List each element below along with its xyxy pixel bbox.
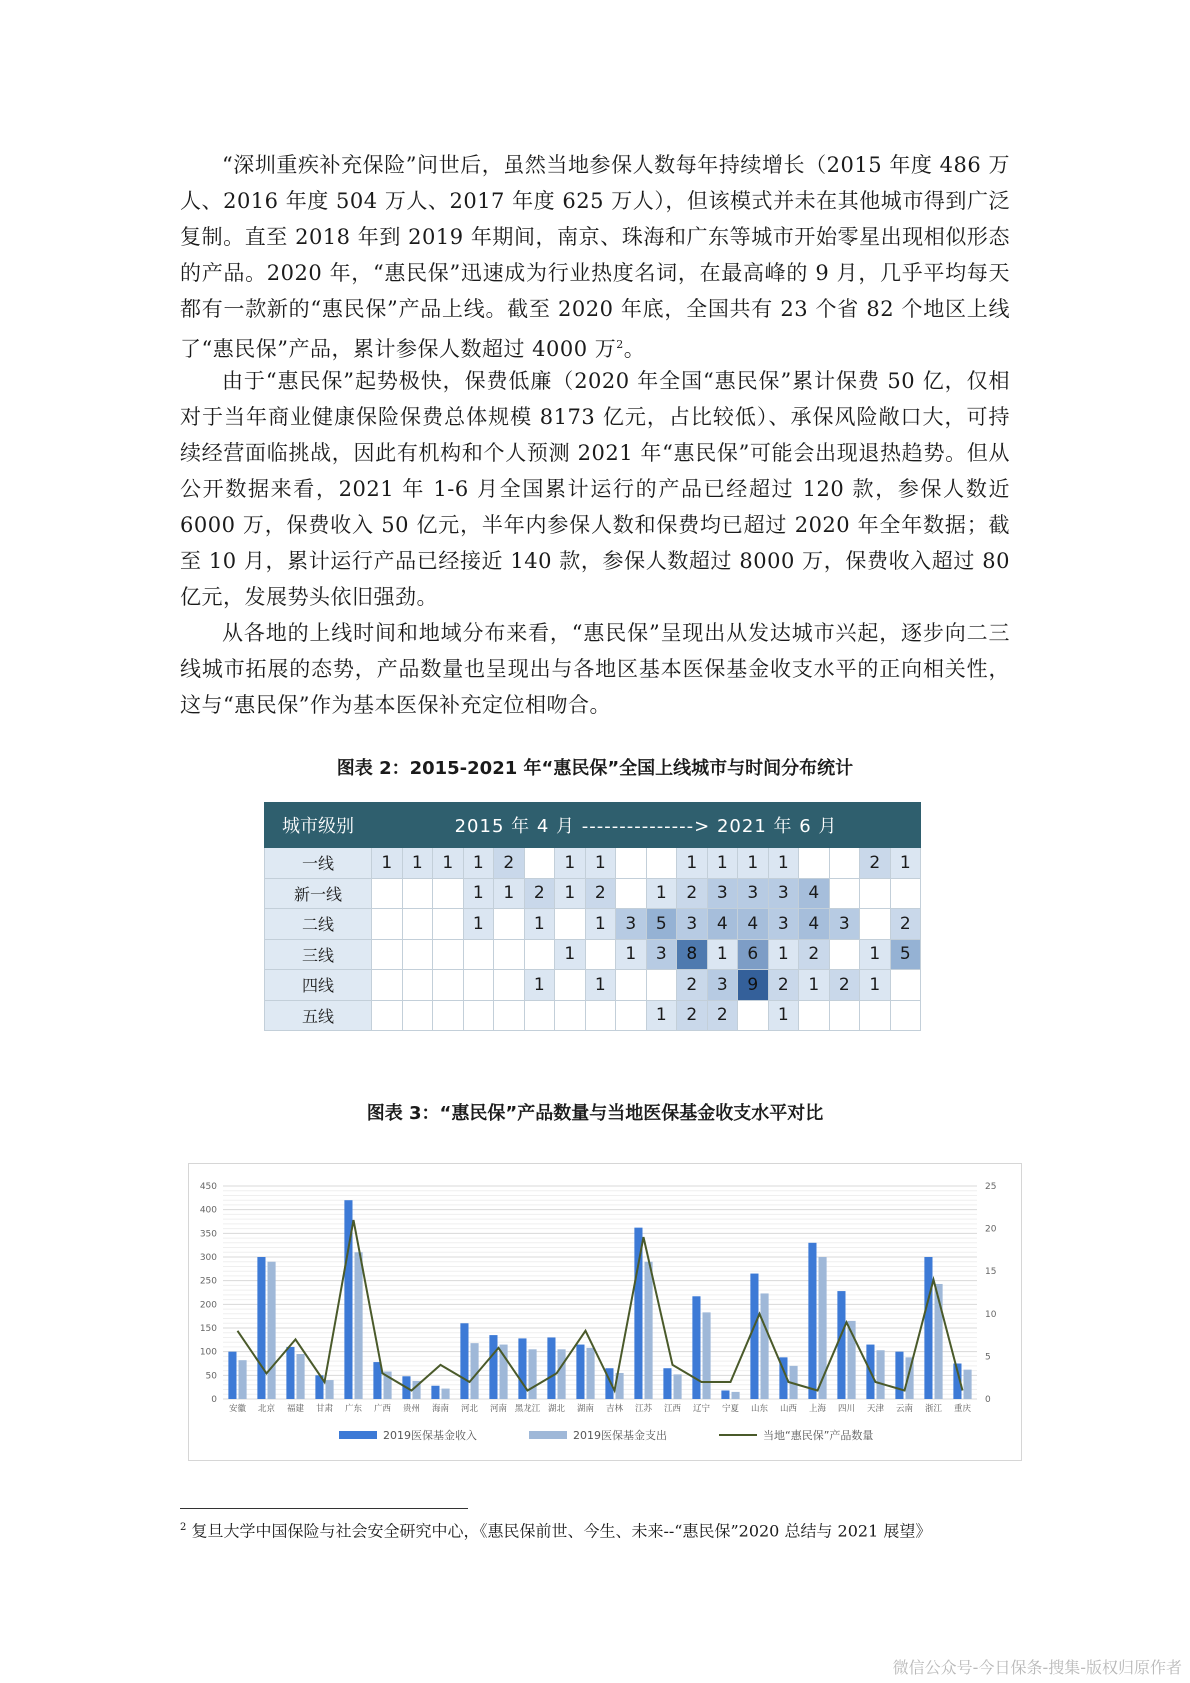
heat-cell <box>524 848 555 879</box>
heat-cell: 3 <box>829 909 860 940</box>
income-bar <box>518 1338 526 1399</box>
heat-table-row <box>265 878 921 909</box>
heat-cell <box>860 909 891 940</box>
heat-cell <box>402 970 433 1001</box>
heat-cell <box>555 909 586 940</box>
heat-cell: 2 <box>860 848 891 879</box>
expense-bar <box>297 1354 305 1399</box>
right-axis-tick-label: 10 <box>985 1309 997 1320</box>
expense-bar <box>732 1392 740 1399</box>
expense-bar <box>674 1374 682 1399</box>
heat-cell <box>585 1000 616 1031</box>
heat-cell <box>646 848 677 879</box>
heat-cell: 2 <box>585 878 616 909</box>
heat-cell: 4 <box>738 909 769 940</box>
heat-cell: 3 <box>707 970 738 1001</box>
heat-cell: 2 <box>707 1000 738 1031</box>
x-axis-tick-label: 云南 <box>895 1404 914 1414</box>
heat-cell <box>799 848 830 879</box>
income-bar <box>286 1347 294 1399</box>
x-axis-tick-label: 安徽 <box>228 1404 247 1414</box>
x-axis-tick-label: 重庆 <box>953 1404 972 1414</box>
expense-bar <box>877 1350 885 1399</box>
x-axis-tick-label: 湖北 <box>547 1404 566 1414</box>
income-bar <box>257 1257 265 1399</box>
heat-cell: 3 <box>738 878 769 909</box>
income-bar <box>924 1257 932 1399</box>
left-axis-tick-label: 350 <box>199 1229 217 1240</box>
legend-label: 2019医保基金支出 <box>573 1429 667 1442</box>
heat-cell: 1 <box>524 909 555 940</box>
heat-cell <box>494 1000 525 1031</box>
heat-cell <box>829 848 860 879</box>
heat-cell <box>433 1000 464 1031</box>
x-axis-tick-label: 江苏 <box>634 1404 653 1414</box>
heat-cell <box>463 1000 494 1031</box>
legend-label: 2019医保基金收入 <box>383 1429 477 1442</box>
heat-cell <box>463 939 494 970</box>
heat-cell <box>616 1000 647 1031</box>
x-axis-tick-label: 黑龙江 <box>514 1404 541 1414</box>
heat-cell <box>616 970 647 1001</box>
legend-label: 当地“惠民保”产品数量 <box>763 1429 874 1442</box>
expense-bar <box>268 1262 276 1399</box>
heat-cell: 2 <box>677 970 708 1001</box>
heat-table-row <box>265 1000 921 1031</box>
expense-bar <box>587 1348 595 1399</box>
heat-cell <box>616 878 647 909</box>
expense-bar <box>645 1262 653 1399</box>
x-axis-tick-label: 福建 <box>286 1404 305 1414</box>
heat-cell <box>585 939 616 970</box>
city-level-label: 四线 <box>265 970 372 1001</box>
heat-cell: 1 <box>555 939 586 970</box>
heat-cell: 1 <box>463 848 494 879</box>
footnote-mark: 2 <box>180 1522 187 1533</box>
x-axis-tick-label: 北京 <box>257 1404 276 1414</box>
heat-cell <box>738 1000 769 1031</box>
heat-cell <box>433 970 464 1001</box>
heat-cell <box>829 878 860 909</box>
heat-cell: 1 <box>433 848 464 879</box>
left-axis-tick-label: 50 <box>205 1371 217 1382</box>
heat-cell: 1 <box>738 848 769 879</box>
heat-cell: 1 <box>494 878 525 909</box>
heat-cell: 4 <box>799 909 830 940</box>
left-axis-tick-label: 450 <box>199 1182 217 1192</box>
x-axis-tick-label: 四川 <box>837 1404 856 1414</box>
heat-cell: 9 <box>738 970 769 1001</box>
income-bar <box>489 1335 497 1399</box>
heat-cell: 1 <box>768 1000 799 1031</box>
city-level-label: 二线 <box>265 909 372 940</box>
heat-table-row <box>265 909 921 940</box>
footnote-divider <box>180 1508 468 1509</box>
paragraph-1: “深圳重疾补充保险”问世后，虽然当地参保人数每年持续增长（2015 年度 486 万人、2016 年度 504 万人、2017 年度 625 万人），但该模式并未在其他城市得到广泛复制。直至 2018 年到 2019 年期间，南京、珠海和广东等城市开始零星出现相似形态的产品。2020 年，“惠民保”迅速成为行业热度名词，在最高峰的 9 月，几乎平均每天都有一款新的“惠民保”产品上线。截至 2020 年底，全国共有 23 个省 82 个地区上线了“惠民保”产品，累计参保人数超过 4000 万$^2$。 <box>180 153 1010 361</box>
heat-cell <box>524 939 555 970</box>
heat-cell: 1 <box>585 970 616 1001</box>
heat-cell: 1 <box>585 848 616 879</box>
heat-cell: 1 <box>860 939 891 970</box>
heat-cell <box>372 970 403 1001</box>
x-axis-tick-label: 广西 <box>373 1404 392 1414</box>
heat-cell: 4 <box>707 909 738 940</box>
expense-bar <box>355 1252 363 1399</box>
left-axis-tick-label: 0 <box>211 1395 217 1405</box>
expense-bar <box>558 1349 566 1399</box>
heat-cell <box>829 1000 860 1031</box>
heat-cell <box>494 939 525 970</box>
heat-cell: 2 <box>768 970 799 1001</box>
income-bar <box>895 1352 903 1399</box>
left-axis-tick-label: 250 <box>199 1276 217 1287</box>
heat-cell: 3 <box>768 909 799 940</box>
legend-swatch <box>529 1431 567 1439</box>
heat-cell: 1 <box>768 848 799 879</box>
city-level-label: 五线 <box>265 1000 372 1031</box>
heat-table-header-row <box>265 803 921 848</box>
expense-bar <box>529 1349 537 1399</box>
legend-swatch <box>339 1431 377 1439</box>
heat-cell: 2 <box>677 878 708 909</box>
heat-cell: 6 <box>738 939 769 970</box>
left-axis-tick-label: 150 <box>199 1324 217 1334</box>
heat-cell: 1 <box>463 878 494 909</box>
heat-cell <box>402 1000 433 1031</box>
x-axis-tick-label: 辽宁 <box>692 1404 711 1414</box>
heat-cell <box>402 939 433 970</box>
footnote-ref: 2 <box>616 338 624 351</box>
heat-cell: 3 <box>768 878 799 909</box>
heat-cell: 2 <box>677 1000 708 1031</box>
heat-cell <box>799 1000 830 1031</box>
header-time-range: 2015 年 4 月 ---------------> 2021 年 6 月 <box>372 803 921 848</box>
x-axis-tick-label: 上海 <box>808 1404 827 1414</box>
heat-cell <box>555 1000 586 1031</box>
heat-cell: 1 <box>768 939 799 970</box>
heat-cell <box>890 878 921 909</box>
heat-cell <box>402 909 433 940</box>
x-axis-tick-label: 宁夏 <box>721 1404 740 1414</box>
city-level-label: 新一线 <box>265 878 372 909</box>
x-axis-tick-label: 天津 <box>866 1404 885 1414</box>
income-bar <box>460 1323 468 1399</box>
x-axis-tick-label: 浙江 <box>924 1404 943 1414</box>
right-axis-tick-label: 15 <box>985 1267 997 1278</box>
footnote <box>180 1516 1030 1543</box>
expense-bar <box>239 1360 247 1399</box>
heat-cell: 3 <box>646 939 677 970</box>
heat-cell: 2 <box>494 848 525 879</box>
income-bar <box>576 1345 584 1399</box>
heat-cell: 5 <box>890 939 921 970</box>
right-axis-tick-label: 5 <box>985 1352 991 1363</box>
heat-cell: 1 <box>555 878 586 909</box>
heat-cell: 3 <box>616 909 647 940</box>
header-city-level: 城市级别 <box>265 803 372 848</box>
heat-cell: 1 <box>524 970 555 1001</box>
figure-3-caption: 图表 3：“惠民保”产品数量与当地医保基金收支水平对比 <box>366 1103 824 1124</box>
heat-cell <box>860 1000 891 1031</box>
paragraph-3: 从各地的上线时间和地域分布来看，“惠民保”呈现出从发达城市兴起，逐步向二三线城市拓展的态势，产品数量也呈现出与各地区基本医保基金收支水平的正向相关性，这与“惠民保”作为基本医保补充定位相吻合。 <box>180 621 1010 717</box>
expense-bar <box>442 1389 450 1399</box>
income-bar <box>431 1386 439 1399</box>
heat-cell <box>433 878 464 909</box>
x-axis-tick-label: 河南 <box>489 1404 508 1414</box>
heat-cell: 1 <box>890 848 921 879</box>
heat-cell: 4 <box>799 878 830 909</box>
heat-cell <box>494 970 525 1001</box>
heat-cell <box>433 939 464 970</box>
heat-cell <box>524 1000 555 1031</box>
heat-cell: 3 <box>707 878 738 909</box>
expense-bar <box>703 1312 711 1399</box>
income-bar <box>663 1368 671 1399</box>
heat-cell <box>494 909 525 940</box>
right-axis-tick-label: 25 <box>985 1182 997 1192</box>
footnote-text: 复旦大学中国保险与社会安全研究中心，《惠民保前世、今生、未来--“惠民保”2020 总结与 2021 展望》 <box>191 1521 932 1541</box>
x-axis-tick-label: 吉林 <box>605 1404 624 1414</box>
income-bar <box>373 1362 381 1399</box>
city-level-label: 三线 <box>265 939 372 970</box>
city-level-label: 一线 <box>265 848 372 879</box>
heat-cell: 1 <box>372 848 403 879</box>
x-axis-tick-label: 山东 <box>750 1404 769 1414</box>
heat-cell <box>860 878 891 909</box>
expense-bar <box>326 1380 334 1399</box>
income-bar <box>837 1291 845 1399</box>
heat-table-row <box>265 970 921 1001</box>
income-bar <box>721 1390 729 1399</box>
x-axis-tick-label: 江西 <box>663 1404 682 1414</box>
heat-cell: 5 <box>646 909 677 940</box>
heat-cell: 3 <box>677 909 708 940</box>
heat-cell <box>646 970 677 1001</box>
heat-cell <box>372 939 403 970</box>
heat-cell: 1 <box>707 848 738 879</box>
heat-cell: 8 <box>677 939 708 970</box>
heat-cell <box>402 878 433 909</box>
heat-cell <box>372 878 403 909</box>
income-bar <box>808 1243 816 1399</box>
watermark: 微信公众号-今日保条-搜集-版权归原作者 <box>892 1658 1182 1677</box>
heat-cell: 1 <box>860 970 891 1001</box>
expense-bar <box>471 1343 479 1399</box>
heat-cell <box>829 939 860 970</box>
heat-table-row <box>265 848 921 879</box>
income-bar <box>547 1337 555 1399</box>
x-axis-tick-label: 湖南 <box>576 1404 595 1414</box>
x-axis-tick-label: 甘肃 <box>315 1404 334 1414</box>
heat-table-row <box>265 939 921 970</box>
right-axis-tick-label: 20 <box>985 1224 997 1235</box>
heat-cell <box>616 848 647 879</box>
heat-cell <box>555 970 586 1001</box>
heat-cell <box>890 970 921 1001</box>
heat-cell: 1 <box>646 1000 677 1031</box>
heat-cell: 2 <box>799 939 830 970</box>
left-axis-tick-label: 400 <box>199 1205 217 1216</box>
heat-cell: 1 <box>463 909 494 940</box>
income-bar <box>750 1274 758 1399</box>
heat-cell: 2 <box>524 878 555 909</box>
x-axis-tick-label: 海南 <box>431 1404 450 1414</box>
heat-cell <box>463 970 494 1001</box>
heat-cell: 1 <box>677 848 708 879</box>
x-axis-tick-label: 河北 <box>460 1404 479 1414</box>
heat-cell: 1 <box>585 909 616 940</box>
income-bar <box>228 1352 236 1399</box>
left-axis-tick-label: 200 <box>199 1300 217 1311</box>
right-axis-tick-label: 0 <box>985 1395 991 1405</box>
expense-bar <box>964 1370 972 1399</box>
chart-canvas <box>189 1164 1021 1460</box>
income-bar <box>692 1296 700 1399</box>
paragraph-2: 由于“惠民保”起势极快，保费低廉（2020 年全国“惠民保”累计保费 50 亿，仅相对于当年商业健康保险保费总体规模 8173 亿元，占比较低）、承保风险敞口大，可持续经营面临挑战，因此有机构和个人预测 2021 年“惠民保”可能会出现退热趋势。但从公开数据来看，2021 年 1-6 月全国累计运行的产品已经超过 120 款，参保人数近 6000 万，保费收入 50 亿元，半年内参保人数和保费均已超过 2020 年全年数据；截至 10 月，累计运行产品已经接近 140 款，参保人数超过 8000 万，保费收入超过 80 亿元，发展势头依旧强劲。 <box>180 369 1010 609</box>
heat-cell <box>433 909 464 940</box>
heat-cell: 1 <box>646 878 677 909</box>
heat-cell: 1 <box>799 970 830 1001</box>
heat-cell <box>890 1000 921 1031</box>
figure-2-caption: 图表 2：2015-2021 年“惠民保”全国上线城市与时间分布统计 <box>336 758 854 779</box>
expense-bar <box>761 1293 769 1399</box>
fund-vs-product-chart <box>188 1163 1022 1461</box>
heat-cell: 1 <box>555 848 586 879</box>
heat-cell: 2 <box>829 970 860 1001</box>
left-axis-tick-label: 300 <box>199 1253 217 1263</box>
x-axis-tick-label: 贵州 <box>402 1404 421 1414</box>
heat-cell <box>372 909 403 940</box>
heat-cell: 1 <box>402 848 433 879</box>
heat-cell: 1 <box>616 939 647 970</box>
heat-cell <box>372 1000 403 1031</box>
x-axis-tick-label: 山西 <box>779 1404 798 1414</box>
heat-cell: 2 <box>890 909 921 940</box>
left-axis-tick-label: 100 <box>199 1347 217 1358</box>
x-axis-tick-label: 广东 <box>344 1404 363 1414</box>
heat-cell: 1 <box>707 939 738 970</box>
city-timeline-heat-table <box>264 802 921 1031</box>
